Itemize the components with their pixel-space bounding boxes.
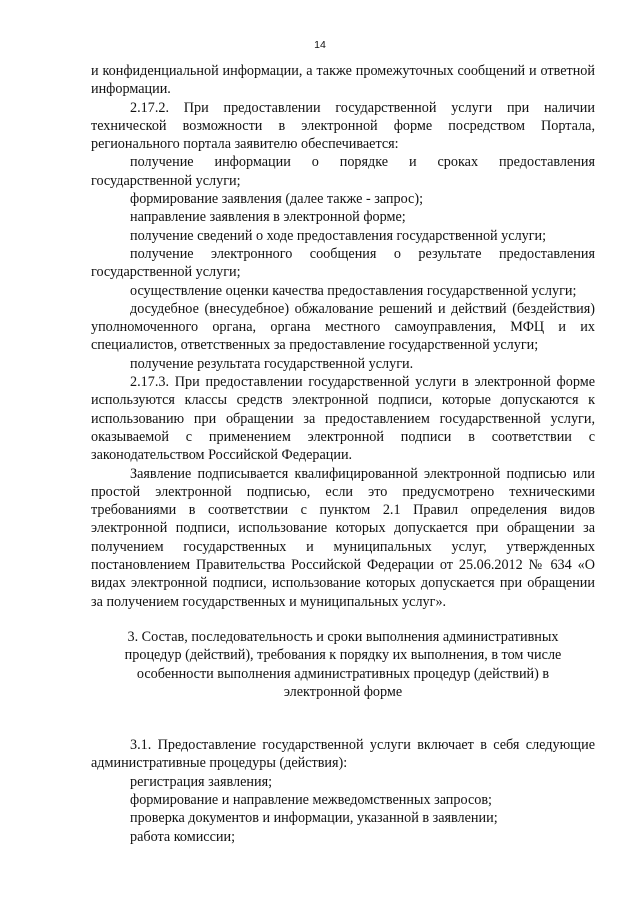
paragraph-2-17-3: 2.17.3. При предоставлении государственной услуги в электронной форме используются классы средств электронной подписи, которые допускаются к использованию при обращении за предоставлением государственной услуги, оказываемой с применением электронной подписи в соответствии с законодательством Российской Федерации. [91, 374, 595, 464]
paragraph-2-17-2: 2.17.2. При предоставлении государственной услуги при наличии технической возможности в электронной форме посредством Портала, регионального портала заявителю обеспечивается: [91, 99, 595, 153]
list-item: получение сведений о ходе предоставления государственной услуги; [130, 227, 547, 244]
list-item: формирование заявления (далее также - запрос); [130, 191, 424, 208]
list-item: регистрация заявления; [130, 773, 273, 790]
list-item: формирование и направление межведомственных запросов; [130, 791, 492, 808]
list-item: досудебное (внесудебное) обжалование решений и действий (бездействия) уполномоченного органа, органа местного самоуправления, МФЦ и их специалистов, ответственных за предоставление государственной услуги; [91, 300, 595, 354]
section-heading: 3. Состав, последовательность и сроки выполнения административных процедур (действий), требования к порядку их выполнения, в том числе особенности выполнения административных процедур (действий) в электронной форме [124, 628, 562, 700]
paragraph-continuation: и конфиденциальной информации, а также промежуточных сообщений и ответной информации. [91, 63, 595, 98]
list-item: осуществление оценки качества предоставления государственной услуги; [130, 282, 577, 299]
list-item: работа комиссии; [130, 828, 236, 845]
list-item: получение результата государственной услуги. [130, 355, 414, 372]
list-item: получение информации о порядке и сроках предоставления государственной услуги; [91, 154, 595, 189]
list-item: направление заявления в электронной форме; [130, 209, 406, 226]
paragraph-signature: Заявление подписывается квалифицированной электронной подписью или простой электронной подписью, если это предусмотрено техническими требованиями в соответствии с пунктом 2.1 Правил определения видов электронной подписи, использование которых допускается при обращении за получением государственных и муниципальных услуг, утвержденных постановлением Правительства Российской Федерации от 25.06.2012 № 634 «О видах электронной подписи, использование которых допускается при обращении за получением государственных и муниципальных услуг». [91, 465, 595, 610]
list-item: проверка документов и информации, указанной в заявлении; [130, 810, 498, 827]
paragraph-3-1: 3.1. Предоставление государственной услуги включает в себя следующие административные процедуры (действия): [91, 737, 595, 772]
page-number: 14 [314, 39, 326, 51]
document-body [91, 62, 595, 846]
list-item: получение электронного сообщения о результате предоставления государственной услуги; [91, 245, 595, 281]
